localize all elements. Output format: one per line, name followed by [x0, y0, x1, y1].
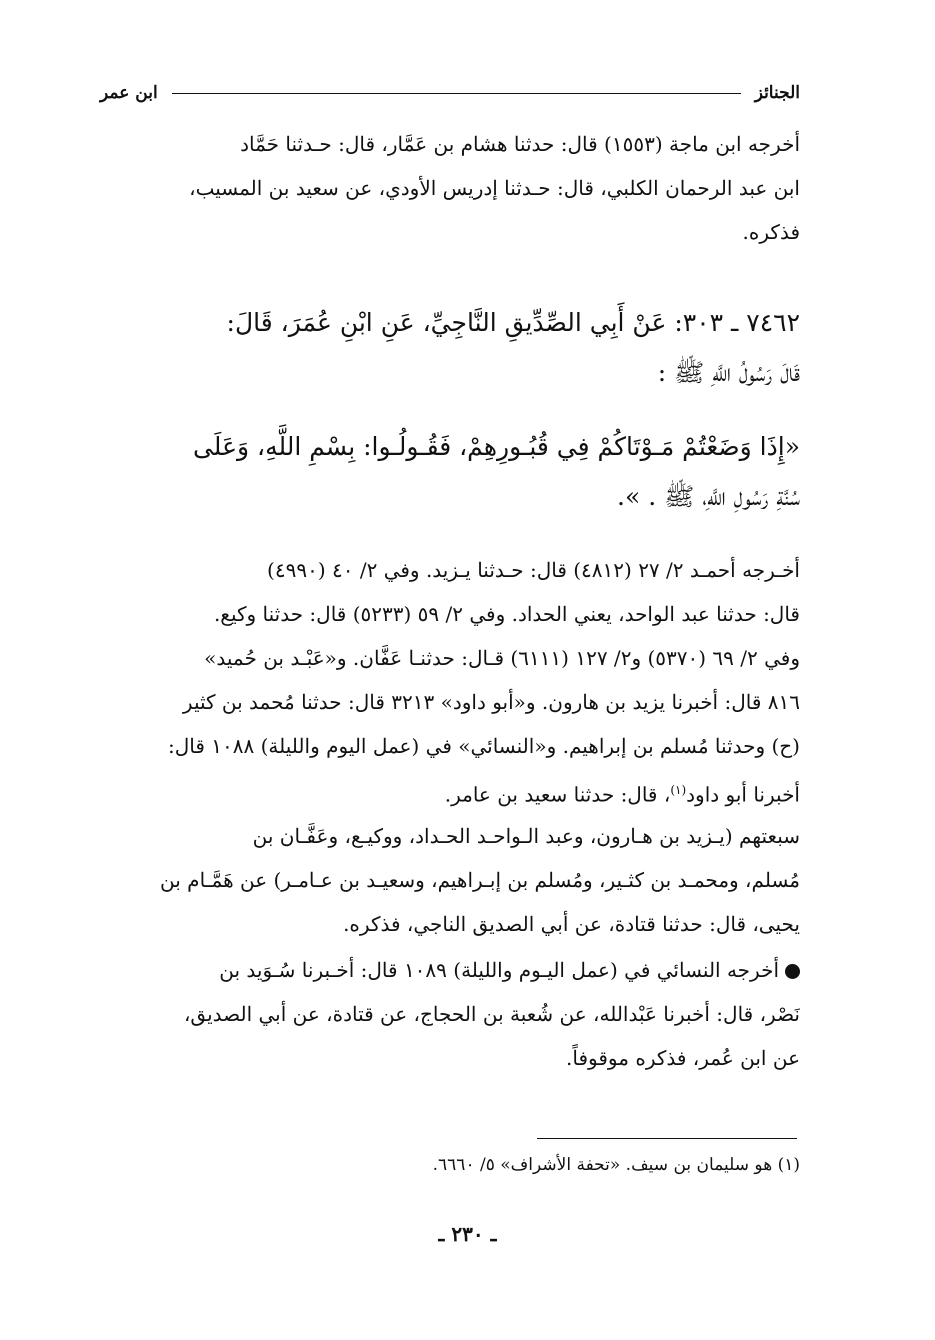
text-line: يحيى، قال: حدثنا قتادة، عن أبي الصديق الناجي، فذكره. [343, 912, 800, 936]
text-line: أخرجه ابن ماجة (١٥٥٣) قال: حدثنا هشام بن عَمَّار، قال: حـدثنا حَمَّاد [240, 132, 800, 156]
text-fragment: أخرجه النسائي في (عمل اليـوم والليلة) ١٠٨٩ قال: أخـبرنا سُـوَيد بن [219, 958, 779, 982]
text-line: سبعتهم (يـزيد بن هـارون، وعبد الـواحـد الحـداد، ووكيـع، وعَفَّـان بن [252, 824, 800, 848]
text-line: (ح) وحدثنا مُسلم بن إبراهيم. و«النسائي» في (عمل اليوم والليلة) ١٠٨٨ قال: [168, 734, 800, 758]
text-line: ابن عبد الرحمان الكلبي، قال: حـدثنا إدريس الأودي، عن سعيد بن المسيب، [189, 176, 800, 200]
text-line: قال: حدثنا عبد الواحد، يعني الحداد. وفي ٢/ ٥٩ (٥٢٣٣) قال: حدثنا وكيع. [213, 602, 800, 626]
text-line [100, 768, 800, 817]
header-rule [172, 93, 741, 94]
text-fragment: أخبرنا أبو داود [686, 782, 800, 807]
hadith-number: ٧٤٦٢ ـ ٣٠٣: [674, 308, 800, 337]
isnad-text: عَنْ أَبِي الصِّدِّيقِ النَّاجِيِّ، عَنِ ابْنِ عُمَرَ، قَالَ: [226, 308, 667, 337]
hadith-matn-line: سُنَّةِ رَسُولِ اللَّهِ، ﷺ . ». [617, 482, 800, 511]
bullet-icon [785, 964, 800, 979]
section-title: ابن عمر [100, 83, 158, 103]
takhrij-paragraph-3 [100, 814, 800, 946]
text-line: نَصْر، قال: أخبرنا عَبْدالله، عن شُعبة بن الحجاج، عن قتادة، عن أبي الصديق، [183, 1002, 800, 1026]
text-line: عن ابن عُمر، فذكره موقوفاً. [566, 1046, 800, 1070]
hadith-isnad [100, 298, 800, 398]
text-fragment: ، قال: حدثنا سعيد بن عامر. [444, 782, 671, 807]
takhrij-paragraph-1 [100, 122, 800, 254]
takhrij-paragraph-4 [100, 948, 800, 1080]
text-line: أخـرجه أحمـد ٢/ ٢٧ (٤٨١٢) قال: حـدثنا يـزيد. وفي ٢/ ٤٠ (٤٩٩٠) [267, 558, 800, 582]
text-line: وفي ٢/ ٦٩ (٥٣٧٠) و٢/ ١٢٧ (٦١١١) قـال: حدثنـا عَفَّان. و«عَبْـد بن حُميد» [204, 646, 800, 670]
text-line [100, 948, 800, 992]
text-line: ٨١٦ قال: أخبرنا يزيد بن هارون. و«أبو داود» ٣٢١٣ قال: حدثنا مُحمد بن كثير [182, 690, 800, 714]
hadith-matn-line: «إِذَا وَضَعْتُمْ مَـوْتَاكُمْ فِي قُبُـورِهِمْ، فَقُـولُـوا: بِسْمِ اللَّهِ، وَعَلَى [192, 432, 800, 461]
takhrij-paragraph-2 [100, 548, 800, 817]
footnote: (١) هو سليمان بن سيف. «تحفة الأشراف» ٥/ ٦٦٦٠. [432, 1155, 800, 1175]
page-number: ـ ٢٣٠ ـ [438, 1222, 497, 1246]
hadith-isnad-line: قَالَ رَسُولُ اللَّهِ ﷺ : [657, 358, 800, 387]
footnote-reference[interactable]: (١) [670, 783, 687, 797]
text-line: مُسلم، ومحمـد بن كثـير، ومُسلم بن إبـراهيم، وسعيـد بن عـامـر) عن هَمَّـام بن [160, 868, 800, 892]
running-header [100, 78, 800, 108]
chapter-title: الجنائز [754, 83, 800, 103]
text-line: فذكره. [742, 220, 800, 244]
hadith-matn [100, 422, 800, 522]
hadith-isnad-line [100, 298, 800, 348]
footnote-divider [537, 1138, 797, 1139]
